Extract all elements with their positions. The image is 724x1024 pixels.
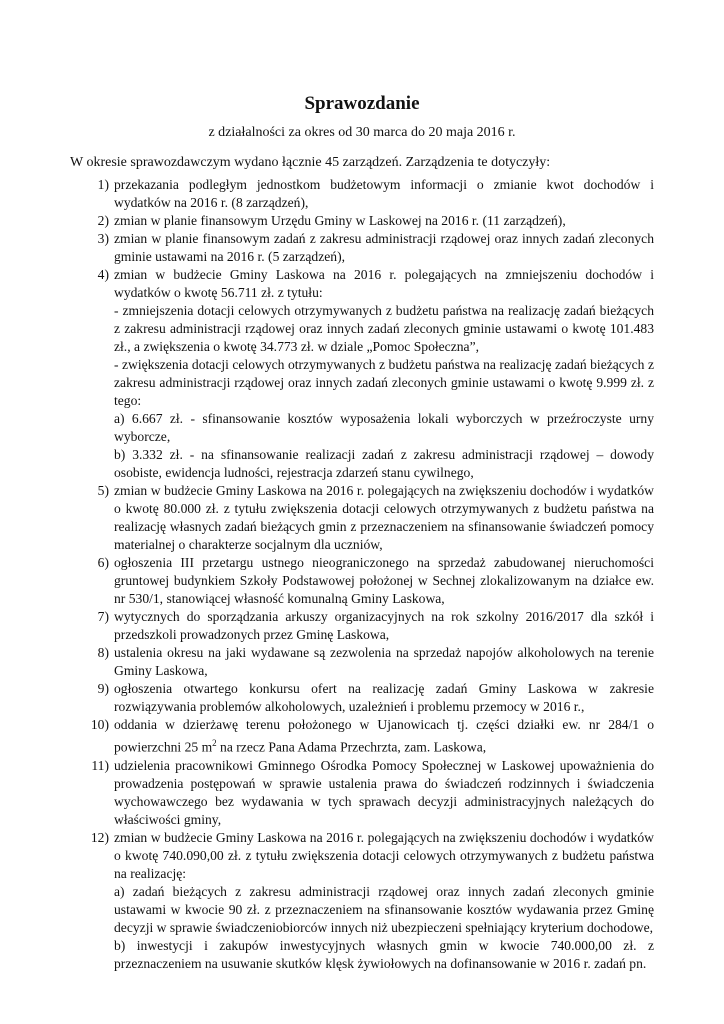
document-subtitle: z działalności za okres od 30 marca do 20 maja 2016 r.	[208, 125, 516, 140]
list-item-number: 4)	[97, 267, 109, 282]
list-item-number: 3)	[97, 231, 109, 246]
list-item-body	[114, 266, 654, 482]
list-item	[70, 482, 654, 554]
list-item-body	[114, 230, 654, 266]
list-item-body	[114, 176, 654, 212]
list-item	[70, 644, 654, 680]
list-item-paragraph: wytycznych do sporządzania arkuszy organizacyjnych na rok szkolny 2016/2017 dla szkół i przedszkoli prowadzonych przez Gminę Laskowa,	[114, 609, 654, 642]
list-item-paragraph: - zwiększenia dotacji celowych otrzymywanych z budżetu państwa na realizację zadań bieżących z zakresu administracji rządowej oraz innych zadań zleconych gminie ustawami o kwotę 9.999 zł. z tego:	[114, 357, 654, 408]
list-item	[70, 829, 654, 973]
list-item-number: 2)	[97, 213, 109, 228]
list-item-paragraph: zmian w budżecie Gminy Laskowa na 2016 r. polegających na zmniejszeniu dochodów i wydatków o kwotę 56.711 zł. z tytułu:	[114, 267, 654, 300]
list-item-number: 9)	[97, 681, 109, 696]
list-item-number: 1)	[97, 177, 109, 192]
list-item-paragraph: - zmniejszenia dotacji celowych otrzymywanych z budżetu państwa na realizację zadań bieżących z zakresu administracji rządowej oraz innych zadań zleconych gminie ustawami o kwotę 101.483 zł., a zwiększenia o kwotę 34.773 zł. w dziale „Pomoc Społeczna”,	[114, 303, 654, 354]
list-item-paragraph: zmian w budżecie Gminy Laskowa na 2016 r. polegających na zwiększeniu dochodów i wydatków o kwotę 740.090,00 zł. z tytułu zwiększenia dotacji celowych otrzymywanych z budżetu państwa na realizację:	[114, 829, 654, 881]
list-item-paragraph: udzielenia pracownikowi Gminnego Ośrodka Pomocy Społecznej w Laskowej upoważnienia do prowadzenia postępowań w sprawie ustalenia prawa do świadczeń rodzinnych i świadczenia wychowawczego bez wydawania w tych sprawach decyzji administracyjnych należących do właściwości gminy,	[114, 757, 654, 827]
list-item	[70, 554, 654, 608]
list-item-number: 11)	[91, 757, 109, 773]
list-item-number: 6)	[97, 555, 109, 570]
list-item-paragraph: zmian w planie finansowym Urzędu Gminy w Laskowej na 2016 r. (11 zarządzeń),	[114, 213, 566, 228]
list-item	[70, 212, 654, 230]
list-item-number: 12)	[90, 829, 109, 845]
list-item-number: 10)	[90, 717, 109, 732]
list-item-body	[114, 716, 654, 757]
list-item-body	[114, 608, 654, 644]
list-item-body	[114, 212, 654, 230]
list-item	[70, 266, 654, 482]
document-title: Sprawozdanie	[304, 93, 420, 114]
ordinance-list	[70, 176, 654, 973]
list-item-paragraph: ogłoszenia III przetargu ustnego nieograniczonego na sprzedaż zabudowanej nieruchomości gruntowej budynkiem Szkoły Podstawowej położonej w Sechnej zlokalizowanym na działce ew. nr 530/1, stanowiącej własność komunalną Gminy Laskowa,	[114, 555, 654, 606]
list-item-number: 8)	[97, 645, 109, 660]
list-item-body	[114, 757, 654, 829]
list-item-body	[114, 482, 654, 554]
list-item-paragraph: zmian w budżecie Gminy Laskowa na 2016 r. polegających na zwiększeniu dochodów i wydatków o kwotę 80.000 zł. z tytułu zwiększenia dotacji celowych otrzymywanych z budżetu państwa na realizację własnych zadań bieżących gmin z przeznaczeniem na sfinansowanie świadczeń pomocy materialnej o charakterze socjalnym dla uczniów,	[114, 483, 654, 552]
list-item-paragraph: zmian w planie finansowym zadań z zakresu administracji rządowej oraz innych zadań zleconych gminie ustawami na 2016 r. (5 zarządzeń),	[114, 231, 654, 264]
list-item-paragraph: a) zadań bieżących z zakresu administracji rządowej oraz innych zadań zleconych gminie ustawami w kwocie 90 zł. z przeznaczeniem na sfinansowanie kosztów wydawania przez Gminę decyzji w sprawie świadczeniobiorców innych niż ubezpieczeni spełniający kryterium dochodowe,	[114, 883, 654, 935]
list-item	[70, 608, 654, 644]
list-item-paragraph: b) 3.332 zł. - na sfinansowanie realizacji zadań z zakresu administracji rządowej – dowody osobiste, ewidencja ludności, rejestracja zdarzeń stanu cywilnego,	[114, 447, 654, 480]
list-item-paragraph: ustalenia okresu na jaki wydawane są zezwolenia na sprzedaż napojów alkoholowych na terenie Gminy Laskowa,	[114, 645, 654, 678]
list-item-number: 5)	[97, 483, 109, 498]
list-item	[70, 230, 654, 266]
list-item	[70, 757, 654, 829]
list-item	[70, 176, 654, 212]
list-item-body	[114, 554, 654, 608]
list-item-paragraph: oddania w dzierżawę terenu położonego w Ujanowicach tj. części działki ew. nr 284/1 o powierzchni 25 $m^2$ na rzecz Pana Adama Przechrzta, zam. Laskowa,	[114, 717, 654, 755]
list-item-number: 7)	[97, 609, 109, 624]
list-item-body	[114, 829, 654, 973]
intro-paragraph: W okresie sprawozdawczym wydano łącznie 45 zarządzeń. Zarządzenia te dotyczyły:	[70, 155, 551, 170]
list-item	[70, 716, 654, 757]
list-item-paragraph: a) 6.667 zł. - sfinansowanie kosztów wyposażenia lokali wyborczych w przeźroczyste urny wyborcze,	[114, 411, 654, 444]
list-item	[70, 680, 654, 716]
list-item-paragraph: b) inwestycji i zakupów inwestycyjnych własnych gmin w kwocie 740.000,00 zł. z przeznaczeniem na usuwanie skutków klęsk żywiołowych na dofinansowanie w 2016 r. zadań pn.	[114, 937, 654, 971]
list-item-body	[114, 644, 654, 680]
list-item-paragraph: przekazania podległym jednostkom budżetowym informacji o zmianie kwot dochodów i wydatków na 2016 r. (8 zarządzeń),	[114, 177, 654, 210]
list-item-paragraph: ogłoszenia otwartego konkursu ofert na realizację zadań Gminy Laskowa w zakresie rozwiązywania problemów alkoholowych, uzależnień i problemu przemocy w 2016 r.,	[114, 681, 654, 714]
list-item-body	[114, 680, 654, 716]
